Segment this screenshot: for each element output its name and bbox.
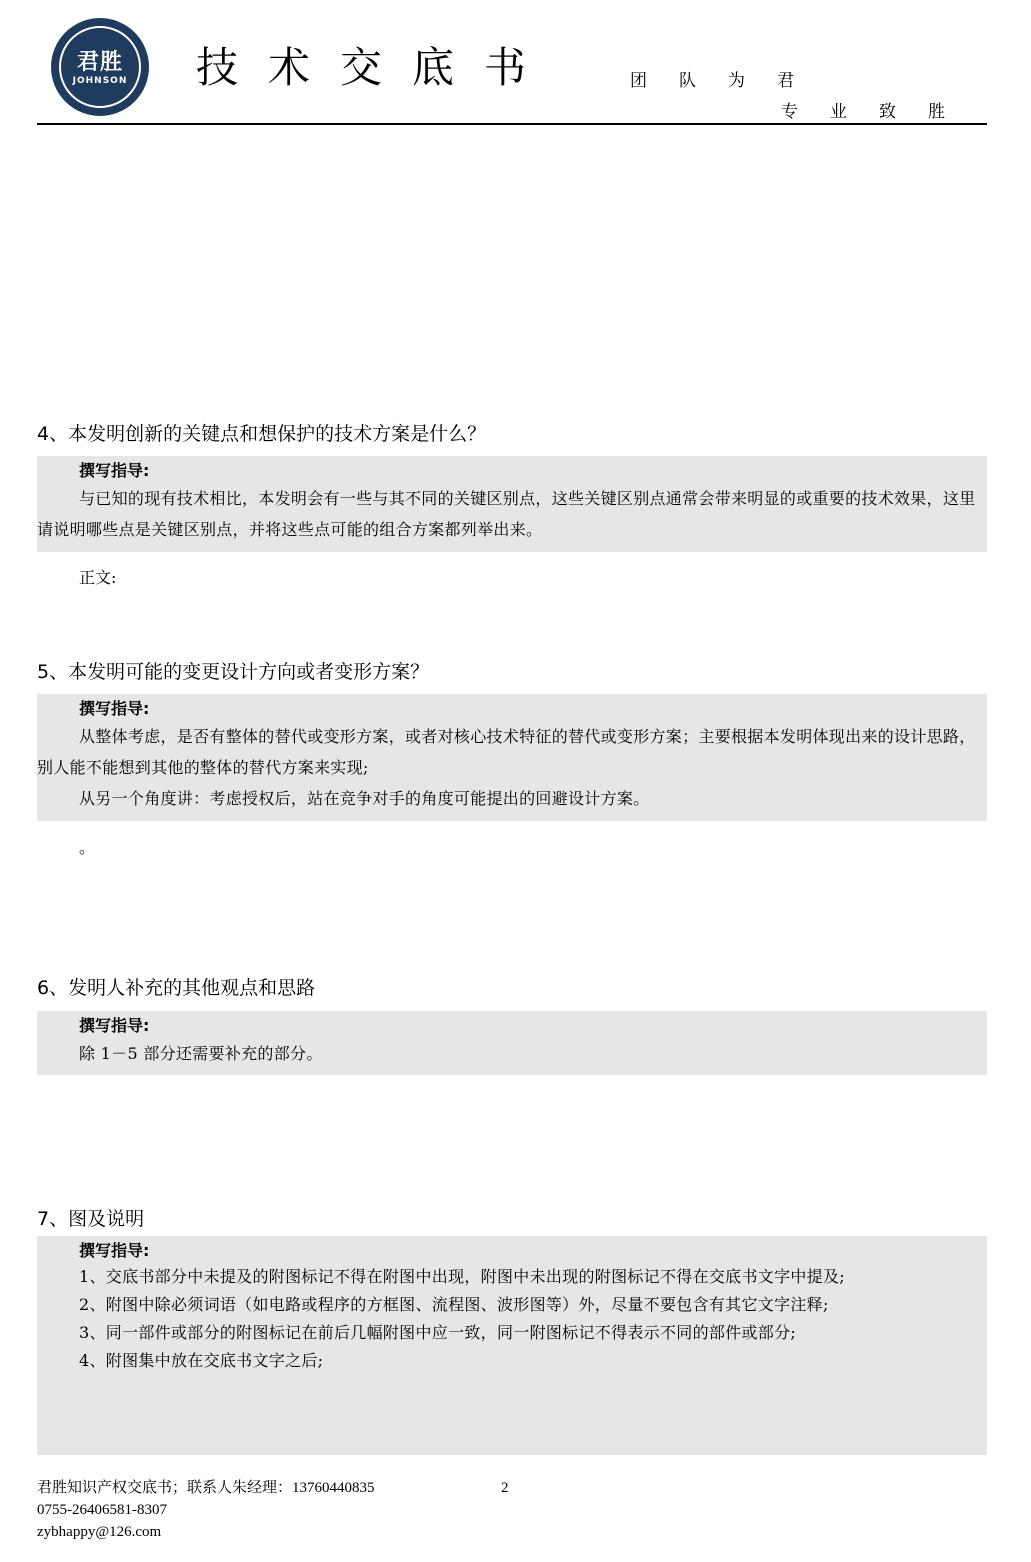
- section-6-guide-text: 除 1－5 部分还需要补充的部分。: [79, 1044, 323, 1063]
- footer-phone: 0755-26406581-8307: [37, 1502, 167, 1518]
- section-7-guide-item: 3、同一部件或部分的附图标记在前后几幅附图中应一致，同一附图标记不得表示不同的部件或部分;: [79, 1323, 797, 1342]
- section-5-guide-text-2: 从另一个角度讲：考虑授权后，站在竞争对手的角度可能提出的回避设计方案。: [79, 789, 650, 808]
- section-7-guide-item: 4、附图集中放在交底书文字之后;: [79, 1351, 324, 1370]
- section-5-body-text: 。: [79, 838, 96, 857]
- section-7-guide-label: 撰写指导:: [79, 1241, 150, 1260]
- section-6-heading: 6、发明人补充的其他观点和思路: [37, 977, 316, 999]
- logo-text-en: JOHNSON: [72, 76, 128, 86]
- logo-text-cn: 君胜: [76, 50, 123, 75]
- section-5-guide-label: 撰写指导:: [79, 699, 150, 718]
- section-5-guide-box: [37, 694, 987, 821]
- section-7-guide-item: 1、交底书部分中未提及的附图标记不得在附图中出现，附图中未出现的附图标记不得在交底书文字中提及;: [79, 1267, 845, 1286]
- section-5-guide-text-1: 从整体考虑，是否有整体的替代或变形方案，或者对核心技术特征的替代或变形方案；主要根据本发明体现出来的设计思路，别人能不能想到其他的整体的替代方案来实现;: [37, 727, 976, 777]
- section-6-guide-box: [37, 1011, 987, 1075]
- section-4-guide-text: 与已知的现有技术相比，本发明会有一些与其不同的关键区别点，这些关键区别点通常会带来明显的或重要的技术效果，这里请说明哪些点是关键区别点，并将这些点可能的组合方案都列举出来。: [37, 489, 976, 539]
- slogan-line-1: 团队为君: [630, 71, 826, 91]
- section-5-heading: 5、本发明可能的变更设计方向或者变形方案？: [37, 661, 430, 683]
- page-number: 2: [501, 1480, 509, 1496]
- section-4-body-label: 正文:: [79, 568, 117, 587]
- section-4-heading: 4、本发明创新的关键点和想保护的技术方案是什么？: [37, 423, 487, 445]
- section-7-guide-box: [37, 1236, 987, 1455]
- section-7-guide-item: 2、附图中除必须词语（如电路或程序的方框图、流程图、波形图等）外，尽量不要包含有其它文字注释;: [79, 1295, 829, 1314]
- slogan-line-2: 专业致胜: [781, 102, 977, 122]
- footer-contact: [37, 1477, 375, 1543]
- footer-email: zybhappy@126.com: [37, 1524, 162, 1540]
- header-divider: [37, 123, 987, 125]
- section-6-guide-label: 撰写指导:: [79, 1016, 150, 1035]
- footer-contact-line: 君胜知识产权交底书；联系人朱经理：13760440835: [37, 1480, 375, 1496]
- section-4-guide-box: [37, 456, 987, 552]
- johnson-logo: [51, 18, 149, 116]
- document-title: 技术交底书: [196, 43, 557, 92]
- section-7-heading: 7、图及说明: [37, 1208, 145, 1230]
- section-4-guide-label: 撰写指导:: [79, 461, 150, 480]
